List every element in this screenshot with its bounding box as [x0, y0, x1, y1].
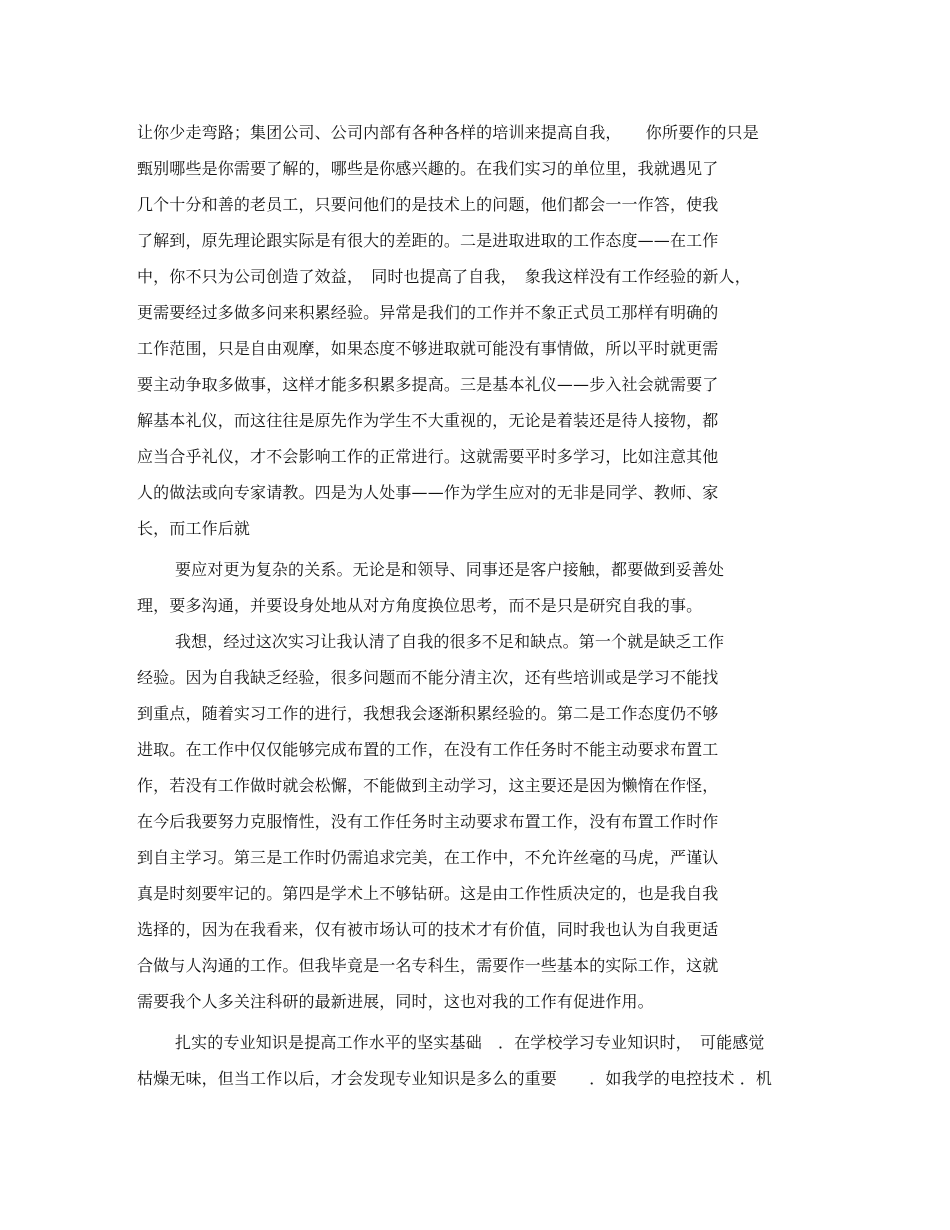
- text-line: 更需要经过多做多问来积累经验。异常是我们的工作并不象正式员工那样有明确的: [137, 303, 719, 322]
- text-line: 真是时刻要牢记的。第四是学术上不够钻研。这是由工作性质决定的，也是我自我: [137, 884, 719, 903]
- paragraph-first-line: 要应对更为复杂的关系。无论是和领导、同事还是客户接触，都要做到妥善处: [175, 560, 725, 579]
- text-line: 在今后我要努力克服惰性，没有工作任务时主动要求布置工作，没有布置工作时作: [137, 812, 719, 831]
- text-line: 了解到，原先理论跟实际是有很大的差距的。二是进取进取的工作态度——在工作: [137, 231, 719, 250]
- text-line: 中，你不只为公司创造了效益， 同时也提高了自我， 象我这样没有工作经验的新人，: [137, 267, 751, 286]
- text-line: 甄别哪些是你需要了解的，哪些是你感兴趣的。在我们实习的单位里，我就遇见了: [137, 159, 719, 178]
- text-line: 人的做法或向专家请教。四是为人处事——作为学生应对的无非是同学、教师、家: [137, 483, 719, 502]
- text-line: 枯燥无味，但当工作以后，才会发现专业知识是多么的重要 ．如我学的电控技术 ．机: [137, 1069, 773, 1088]
- text-line: 让你少走弯路；集团公司、公司内部有各种各样的培训来提高自我， 你所要作的只是: [137, 123, 759, 142]
- text-line: 长，而工作后就: [137, 519, 251, 538]
- text-line: 到重点，随着实习工作的进行，我想我会逐渐积累经验的。第二是工作态度仍不够: [137, 704, 719, 723]
- text-line: 需要我个人多关注科研的最新进展，同时，这也对我的工作有促进作用。: [137, 992, 654, 1011]
- text-line: 作，若没有工作做时就会松懈，不能做到主动学习，这主要还是因为懒惰在作怪，: [137, 776, 719, 795]
- paragraph-first-line: 扎实的专业知识是提高工作水平的坚实基础 ．在学校学习专业知识时， 可能感觉: [175, 1033, 765, 1052]
- text-line: 合做与人沟通的工作。但我毕竟是一名专科生，需要作一些基本的实际工作，这就: [137, 956, 719, 975]
- text-line: 经验。因为自我缺乏经验，很多问题而不能分清主次，还有些培训或是学习不能找: [137, 668, 719, 687]
- text-line: 应当合乎礼仪，才不会影响工作的正常进行。这就需要平时多学习，比如注意其他: [137, 447, 719, 466]
- text-line: 选择的，因为在我看来，仅有被市场认可的技术才有价值，同时我也认为自我更适: [137, 920, 719, 939]
- paragraph-first-line: 我想，经过这次实习让我认清了自我的很多不足和缺点。第一个就是缺乏工作: [175, 632, 725, 651]
- text-line: 工作范围，只是自由观摩，如果态度不够进取就可能没有事情做，所以平时就更需: [137, 339, 719, 358]
- text-line: 进取。在工作中仅仅能够完成布置的工作，在没有工作任务时不能主动要求布置工: [137, 740, 719, 759]
- text-line: 几个十分和善的老员工，只要问他们的是技术上的问题，他们都会一一作答，使我: [137, 195, 719, 214]
- text-line: 理，要多沟通，并要设身处地从对方角度换位思考，而不是只是研究自我的事。: [137, 596, 703, 615]
- text-line: 到自主学习。第三是工作时仍需追求完美，在工作中，不允许丝毫的马虎，严谨认: [137, 848, 719, 867]
- text-line: 解基本礼仪，而这往往是原先作为学生不大重视的，无论是着装还是待人接物，都: [137, 411, 719, 430]
- text-line: 要主动争取多做事，这样才能多积累多提高。三是基本礼仪——步入社会就需要了: [137, 375, 719, 394]
